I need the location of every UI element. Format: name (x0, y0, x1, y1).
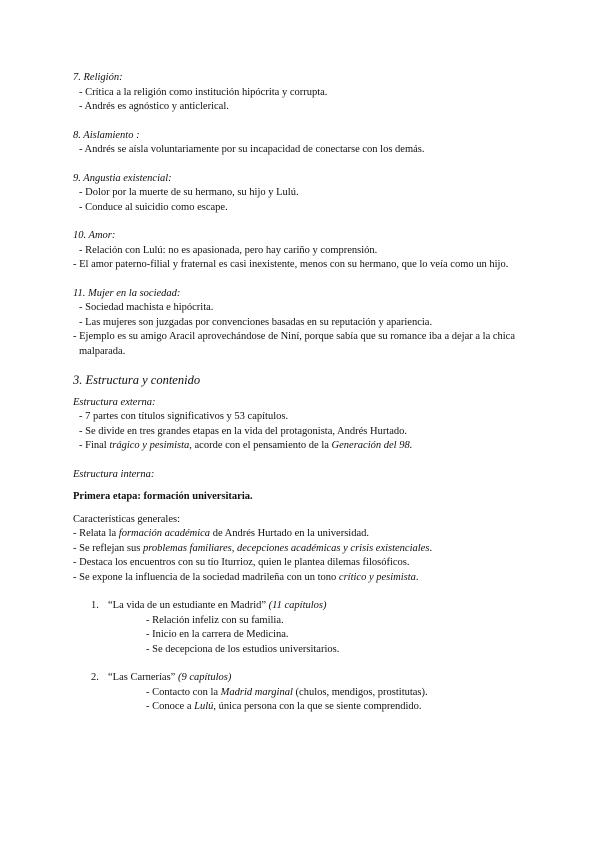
part-number: 1. (91, 600, 99, 611)
list-item: - Relación con Lulú: no es apasionada, pero hay cariño y comprensión. (79, 244, 378, 256)
stage-heading: Primera etapa: formación universitaria. (73, 491, 253, 502)
part-item (73, 599, 533, 657)
theme-anguish (73, 172, 533, 216)
list-item: - Andrés es agnóstico y anticlerical. (79, 101, 229, 112)
part-number: 2. (91, 672, 99, 683)
part-detail: - Inicio en la carrera de Medicina. (146, 629, 289, 640)
part-item (73, 671, 533, 715)
theme-religion (73, 71, 533, 115)
part-detail: - Se decepciona de los estudios universitarios. (146, 643, 340, 655)
theme-title: 8. Aislamiento : (73, 129, 140, 141)
list-item: - Sociedad machista e hipócrita. (79, 302, 214, 313)
subheading: Estructura externa: (73, 396, 156, 408)
theme-women (73, 287, 533, 360)
list-item: - Se reflejan sus problemas familiares, decepciones académicas y crisis existenciales. (73, 542, 433, 554)
list-item: - Destaca los encuentros con su tío Iturrioz, quien le plantea dilemas filosóficos. (73, 557, 410, 568)
list-item: - Conduce al suicidio como escape. (79, 201, 228, 213)
theme-title: 10. Amor: (73, 230, 116, 241)
list-item: - Se divide en tres grandes etapas en la vida del protagonista, Andrés Hurtado. (79, 425, 408, 437)
part-detail: - Contacto con la Madrid marginal (chulos, mendigos, prostitutas). (146, 686, 428, 698)
theme-title: 9. Angustia existencial: (73, 172, 172, 184)
list-item: - Crítica a la religión como institución hipócrita y corrupta. (79, 86, 328, 98)
theme-love (73, 229, 533, 273)
list-item: - 7 partes con títulos significativos y 53 capítulos. (79, 411, 289, 422)
list-item: - Se expone la influencia de la sociedad madrileña con un tono crítico y pesimista. (73, 571, 419, 583)
list-item: - Andrés se aísla voluntariamente por su incapacidad de conectarse con los demás. (79, 144, 425, 155)
theme-title: 7. Religión: (73, 72, 123, 83)
part-title: “La vida de un estudiante en Madrid” (11 capítulos) (108, 600, 327, 611)
list-item: - El amor paterno-filial y fraternal es casi inexistente, menos con su hermano, que lo veía como un hijo. (73, 259, 509, 270)
list-item: - Final trágico y pesimista, acorde con el pensamiento de la Generación del 98. (79, 440, 413, 451)
characteristics-title: Características generales: (73, 513, 180, 525)
theme-title: 11. Mujer en la sociedad: (73, 287, 181, 299)
internal-structure (73, 468, 533, 715)
theme-isolation (73, 129, 533, 158)
external-structure (73, 396, 533, 454)
part-detail: - Conoce a Lulú, única persona con la que se siente comprendido. (146, 701, 422, 712)
section-heading: 3. Estructura y contenido (73, 373, 201, 387)
list-item: - Dolor por la muerte de su hermano, su hijo y Lulú. (79, 187, 299, 198)
part-detail: - Relación infeliz con su familia. (146, 614, 284, 626)
document-page (73, 71, 533, 715)
list-item: - Ejemplo es su amigo Aracil aprovechándose de Niní, porque sabía que su romance iba a dejar a la chica malparada. (73, 331, 515, 357)
part-title: “Las Carnerías” (9 capítulos) (108, 672, 232, 683)
list-item: - Las mujeres son juzgadas por convenciones basadas en su reputación y apariencia. (79, 316, 433, 328)
subheading: Estructura interna: (73, 468, 155, 480)
list-item: - Relata la formación académica de Andrés Hurtado en la universidad. (73, 528, 369, 539)
